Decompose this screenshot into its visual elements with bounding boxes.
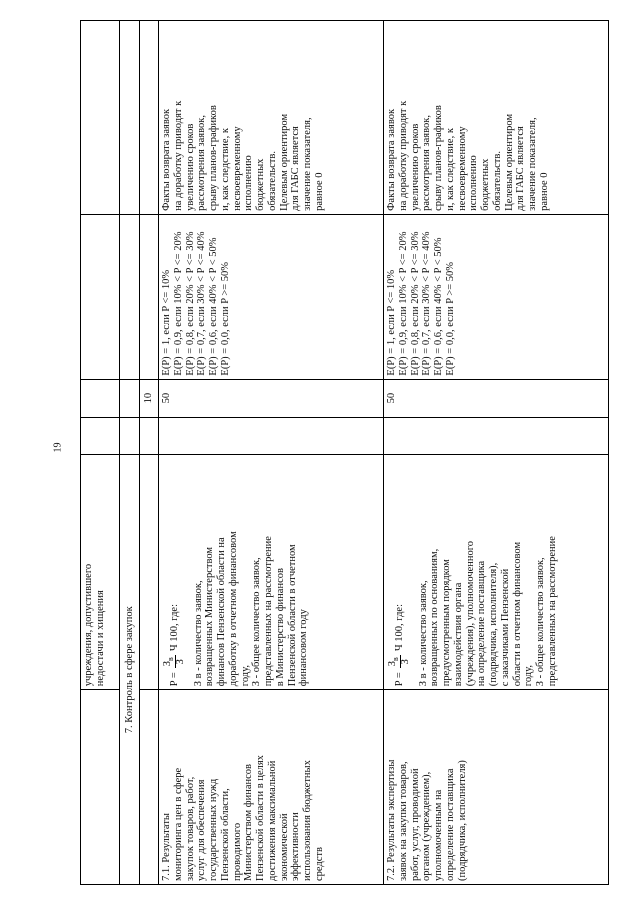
comment-line: на доработку приводят к bbox=[172, 100, 184, 211]
formula-fraction bbox=[388, 655, 412, 668]
scale-line: E(P) = 0,8, если 20% < P <= 30% bbox=[409, 231, 421, 376]
indicator-line: уполномоченным на bbox=[433, 789, 444, 881]
definition-line: финансов Пензенской области на bbox=[216, 537, 228, 687]
section-cell-empty bbox=[120, 21, 140, 215]
comment-line: и, как следствие, к bbox=[219, 128, 231, 211]
definition-line: году, bbox=[523, 665, 535, 687]
comment-line: бюджетных bbox=[480, 158, 491, 211]
indicator-line: 7.1. Результаты bbox=[161, 813, 172, 881]
definition-line: году, bbox=[239, 665, 251, 687]
column-number: 10 bbox=[140, 379, 159, 417]
header-cell-empty bbox=[81, 21, 120, 215]
comment-line: значение показателя, bbox=[527, 117, 538, 211]
formula-lhs: P = bbox=[168, 672, 180, 687]
scale-line: E(P) = 0,0, если P >= 50% bbox=[219, 261, 231, 376]
formula-lhs: P = bbox=[393, 672, 405, 687]
indicator-line: использования бюджетных bbox=[302, 760, 313, 881]
header-cell-empty bbox=[81, 214, 120, 379]
formula bbox=[388, 458, 412, 686]
definition-line: З в - количество заявок, bbox=[417, 580, 429, 687]
section-cell-empty bbox=[120, 379, 140, 417]
indicator-line: Пензенской области в целях bbox=[255, 755, 266, 881]
section-title: 7. Контроль в сфере закупок bbox=[120, 455, 140, 885]
formula-denominator: З bbox=[400, 659, 412, 665]
comment-line: обязательств. bbox=[491, 151, 503, 211]
comment-line: исполнению bbox=[468, 155, 480, 211]
table-row bbox=[384, 21, 609, 885]
definition-line: с заказчиками Пензенской bbox=[499, 568, 511, 687]
formula-cell bbox=[159, 455, 384, 690]
table-row bbox=[159, 21, 384, 885]
definition-line: Пензенской области в отчетном bbox=[286, 544, 298, 687]
comment-line: Целевым ориентиром bbox=[278, 113, 290, 211]
formula-numerator: З bbox=[387, 660, 398, 667]
comment-line: для ГАБС является bbox=[515, 126, 527, 211]
formula-tail: Ч 100, где: bbox=[393, 604, 405, 652]
scale-line: E(P) = 0,0, если P >= 50% bbox=[444, 261, 456, 376]
indicator-line: 7.2. Результаты экспертизы bbox=[386, 759, 397, 881]
number-cell-empty bbox=[140, 455, 159, 690]
comment-line: рассмотрения заявок, bbox=[421, 115, 433, 211]
definition-line: З в - количество заявок, bbox=[192, 580, 204, 687]
indicator-line: Министерством финансов bbox=[243, 764, 255, 881]
definition-line: (учреждения), уполномоченного bbox=[464, 540, 476, 687]
indicator-cell bbox=[159, 690, 384, 885]
scale-line: E(P) = 0,9, если 10% < P <= 20% bbox=[172, 231, 184, 376]
comment-line: значение показателя, bbox=[302, 117, 313, 211]
comment-line: увеличению сроков bbox=[409, 123, 421, 211]
comment-line: и, как следствие, к bbox=[444, 128, 456, 211]
scale-cell bbox=[159, 214, 384, 379]
weight-cell: 50 bbox=[159, 379, 384, 417]
header-row bbox=[81, 21, 120, 885]
header-cell-indicator bbox=[81, 690, 120, 885]
weight-cell: 50 bbox=[384, 379, 609, 417]
definition-line: возвращенных Министерством bbox=[204, 546, 216, 687]
formula-tail: Ч 100, где: bbox=[168, 604, 180, 652]
definition-line: представленных на рассмотрение bbox=[263, 536, 275, 687]
section-row bbox=[120, 21, 140, 885]
indicator-line: достижения максимальной bbox=[266, 760, 278, 881]
number-cell-empty bbox=[140, 21, 159, 215]
comment-line: увеличению сроков bbox=[184, 123, 196, 211]
comment-line: равное 0 bbox=[313, 172, 325, 211]
comment-line: для ГАБС является bbox=[290, 126, 302, 211]
definition-line: предусмотренным порядком bbox=[441, 559, 453, 687]
indicator-line: услуг для обеспечения bbox=[196, 779, 208, 881]
comment-line: срыву планов-графиков bbox=[433, 105, 444, 211]
page-number: 19 bbox=[52, 442, 64, 453]
comment-line: на доработку приводят к bbox=[397, 100, 409, 211]
header-cell-empty bbox=[81, 379, 120, 417]
indicator-line: заявок на закупки товаров, bbox=[397, 761, 409, 881]
formula-numerator-sub: в bbox=[166, 657, 176, 661]
definition-line: (подрядчика, исполнителя), bbox=[488, 562, 500, 687]
number-cell-empty bbox=[140, 214, 159, 379]
comment-line: обязательств. bbox=[266, 151, 278, 211]
scale-line: E(P) = 1, если P <= 10% bbox=[386, 269, 397, 376]
empty-cell bbox=[384, 417, 609, 455]
indicator-line: Пензенской области, bbox=[219, 788, 231, 881]
comment-line: бюджетных bbox=[255, 158, 266, 211]
empty-cell bbox=[159, 417, 384, 455]
definition-line: доработку в отчетном финансовом bbox=[227, 531, 239, 687]
indicator-line: работ, услуг, проводимой bbox=[409, 768, 421, 881]
number-cell-empty bbox=[140, 417, 159, 455]
formula bbox=[163, 458, 187, 686]
definition-line: финансовом году bbox=[298, 609, 310, 687]
section-cell-empty bbox=[120, 417, 140, 455]
section-cell-empty bbox=[120, 214, 140, 379]
scale-line: E(P) = 0,7, если 30% < P <= 40% bbox=[196, 231, 208, 376]
comment-line: Целевым ориентиром bbox=[503, 113, 515, 211]
scale-line: E(P) = 0,6, если 40% < P < 50% bbox=[433, 237, 444, 376]
indicator-line: определение поставщика bbox=[444, 768, 456, 881]
number-cell-empty bbox=[140, 690, 159, 885]
rotated-table-page bbox=[80, 20, 585, 885]
definition-line: на определение поставщика bbox=[476, 560, 488, 687]
header-cell-formula bbox=[81, 455, 120, 690]
indicator-cell bbox=[384, 690, 609, 885]
scale-line: E(P) = 0,8, если 20% < P <= 30% bbox=[184, 231, 196, 376]
formula-fraction bbox=[163, 655, 187, 668]
comment-line: Факты возврата заявок bbox=[386, 108, 397, 211]
comment-line: Факты возврата заявок bbox=[161, 108, 172, 211]
comment-line: несвоевременному bbox=[231, 126, 243, 211]
definition-line: взаимодействия органа bbox=[452, 582, 464, 687]
header-text-line: учреждения, допустившего bbox=[83, 563, 94, 687]
scale-cell bbox=[384, 214, 609, 379]
definition-line: З - общее количество заявок, bbox=[535, 557, 547, 687]
scale-line: E(P) = 0,7, если 30% < P <= 40% bbox=[421, 231, 433, 376]
comment-cell bbox=[384, 21, 609, 215]
scale-line: E(P) = 0,6, если 40% < P < 50% bbox=[208, 237, 219, 376]
header-cell-empty bbox=[81, 417, 120, 455]
comment-line: равное 0 bbox=[538, 172, 550, 211]
indicator-line: закупок товаров, работ, bbox=[184, 776, 196, 881]
indicator-line: экономической bbox=[278, 813, 290, 881]
indicator-line: средств bbox=[313, 847, 325, 881]
definition-line: в Министерство финансов bbox=[274, 568, 286, 687]
comment-line: несвоевременному bbox=[456, 126, 468, 211]
indicator-line: органом (учреждением), bbox=[421, 771, 433, 881]
indicator-line: проводимого bbox=[231, 822, 243, 881]
indicator-line: государственных нужд bbox=[208, 778, 219, 881]
indicator-line: (подрядчика, исполнителя) bbox=[456, 760, 468, 881]
indicator-line: эффективности bbox=[290, 812, 302, 881]
header-text-line: недостачи и хищения bbox=[94, 590, 106, 687]
definition-line: З - общее количество заявок, bbox=[251, 557, 263, 687]
scale-line: E(P) = 0,9, если 10% < P <= 20% bbox=[397, 231, 409, 376]
definition-line: возвращенных по основаниям, bbox=[429, 548, 441, 687]
comment-line: исполнению bbox=[243, 155, 255, 211]
column-number-row bbox=[140, 21, 159, 885]
definition-line: области в отчетном финансовом bbox=[511, 541, 523, 687]
formula-numerator-sub: в bbox=[391, 657, 401, 661]
comment-cell bbox=[159, 21, 384, 215]
indicators-table bbox=[80, 20, 609, 885]
comment-line: срыву планов-графиков bbox=[208, 105, 219, 211]
scale-line: E(P) = 1, если P <= 10% bbox=[161, 269, 172, 376]
formula-denominator: З bbox=[175, 659, 187, 665]
formula-numerator: З bbox=[162, 660, 173, 667]
definition-line: представленных на рассмотрение bbox=[546, 536, 558, 687]
indicator-line: мониторинга цен в сфере bbox=[172, 767, 184, 881]
formula-cell bbox=[384, 455, 609, 690]
comment-line: рассмотрения заявок, bbox=[196, 115, 208, 211]
